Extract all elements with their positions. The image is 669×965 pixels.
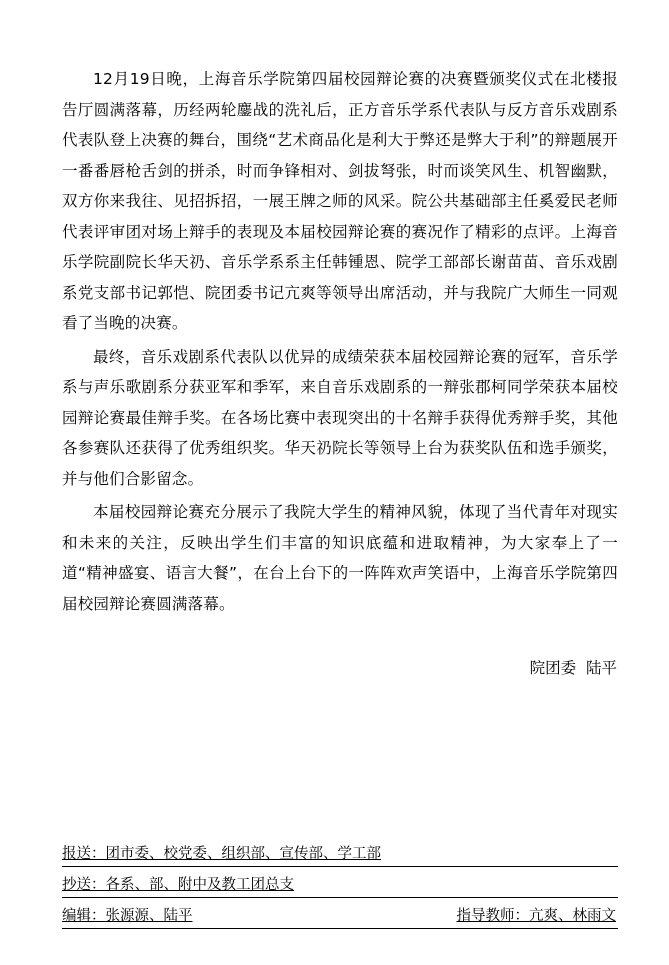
copy-to-label: 抄送： <box>62 877 106 893</box>
paragraph-1: 12月19日晚，上海音乐学院第四届校园辩论赛的决赛暨颁奖仪式在北楼报告厅圆满落幕，历经两轮鏖战的洗礼后，正方音乐学系代表队与反方音乐戏剧系代表队登上决赛的舞台，围绕“艺术商品化是利大于弊还是弊大于利”的辩题展开一番番唇枪舌剑的拼杀，时而争锋相对、剑拔弩张，时而谈笑风生、机智幽默，双方你来我往、见招拆招，一展王牌之师的风采。院公共基础部主任奚爱民老师代表评审团对场上辩手的表现及本届校园辩论赛的赛况作了精彩的点评。上海音乐学院副院长华天礽、音乐学系系主任韩锺恩、院学工部部长谢苗苗、音乐戏剧系党支部书记郭恺、院团委书记亢爽等领导出席活动，并与我院广大师生一同观看了当晚的决赛。 <box>62 70 618 332</box>
advisor-group <box>457 906 617 926</box>
editor-label: 编辑： <box>62 908 106 924</box>
signature: 院团委 陆平 <box>529 659 617 677</box>
paragraph-2: 最终，音乐戏剧系代表队以优异的成绩荣获本届校园辩论赛的冠军，音乐学系与声乐歌剧系分获亚军和季军，来自音乐戏剧系的一辩张郡柯同学荣获本届校园辩论赛最佳辩手奖。在各场比赛中表现突出的十名辩手获得优秀辩手奖，其他各参赛队还获得了优秀组织奖。华天礽院长等领导上台为获奖队伍和选手颁奖，并与他们合影留念。 <box>62 347 618 488</box>
copy-to-value: 各系、部、附中及教工团总支 <box>105 877 294 893</box>
send-to-label: 报送： <box>62 846 106 862</box>
footer-copy-to <box>62 875 618 898</box>
article-body <box>62 64 618 622</box>
editor-value: 张源源、陆平 <box>105 908 193 924</box>
paragraph-3: 本届校园辩论赛充分展示了我院大学生的精神风貌，体现了当代青年对现实和未来的关注，反映出学生们丰富的知识底蕴和进取精神，为大家奉上了一道“精神盛宴、语言大餐”，在台上台下的一阵阵欢声笑语中，上海音乐学院第四届校园辩论赛圆满落幕。 <box>62 503 618 613</box>
send-to-value: 团市委、校党委、组织部、宣传部、学工部 <box>105 846 381 862</box>
advisor-value: 亢爽、林雨文 <box>529 908 616 924</box>
footer-editor <box>62 906 618 929</box>
advisor-label: 指导教师： <box>456 908 529 924</box>
footer-send-to <box>62 844 618 867</box>
